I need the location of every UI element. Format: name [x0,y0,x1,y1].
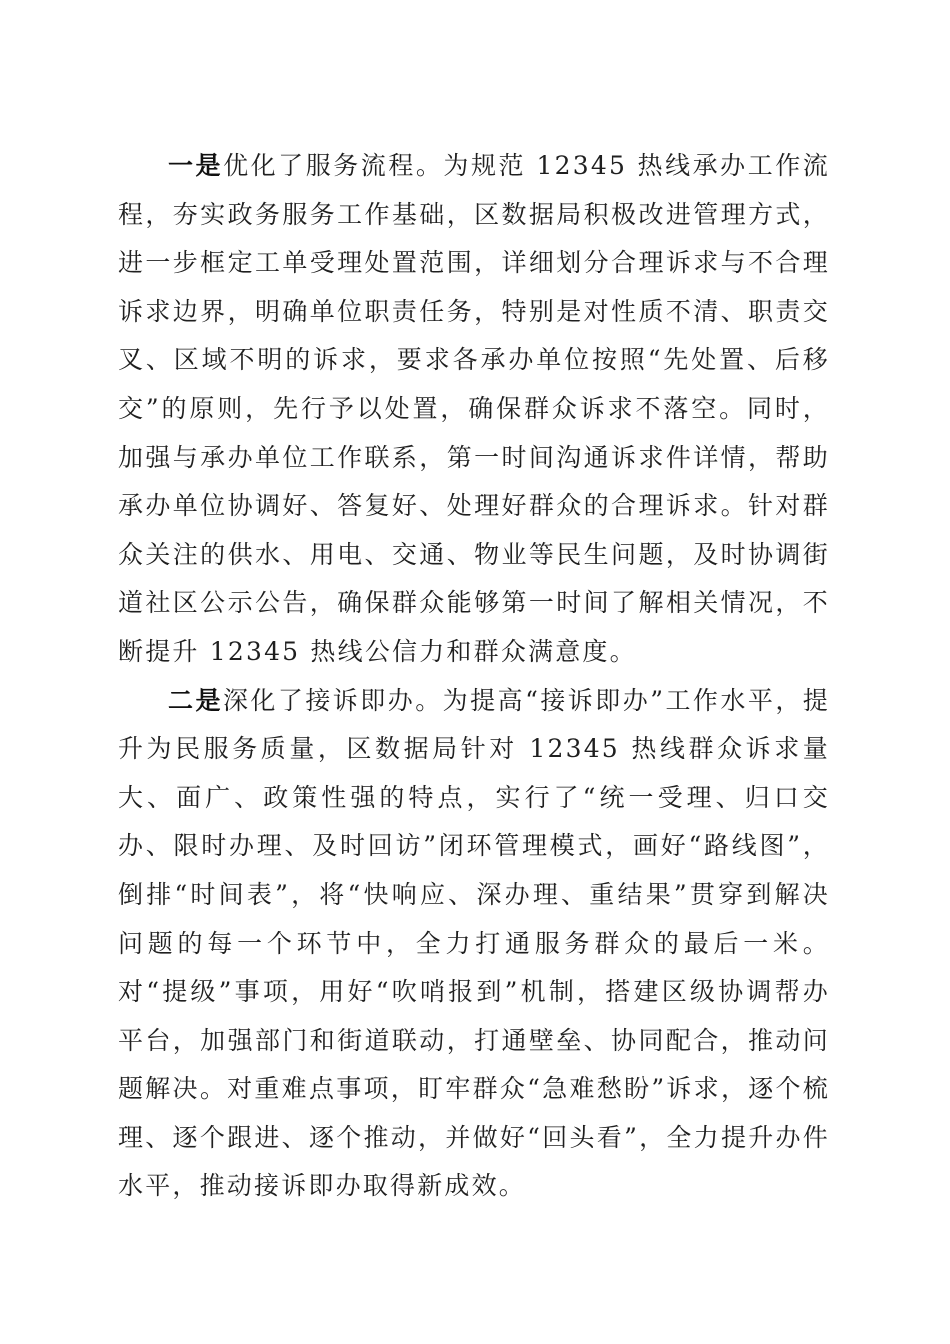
paragraph-text: 优化了服务流程。为规范 12345 热线承办工作流程，夯实政务服务工作基础，区数据局积极改进管理方式，进一步框定工单受理处置范围，详细划分合理诉求与不合理诉求边界，明确单位职责任务，特别是对性质不清、职责交叉、区域不明的诉求，要求各承办单位按照“先处置、后移交”的原则，先行予以处置，确保群众诉求不落空。同时，加强与承办单位工作联系，第一时间沟通诉求件详情，帮助承办单位协调好、答复好、处理好群众的合理诉求。针对群众关注的供水、用电、交通、物业等民生问题，及时协调街道社区公示公告，确保群众能够第一时间了解相关情况，不断提升 12345 热线公信力和群众满意度。 [118,151,830,666]
paragraph-deepen-complaint-handling [118,677,830,1212]
document-body [118,142,830,1211]
paragraph-lead: 一是 [168,151,224,180]
paragraph-text: 深化了接诉即办。为提高“接诉即办”工作水平，提升为民服务质量，区数据局针对 12345 热线群众诉求量大、面广、政策性强的特点，实行了“统一受理、归口交办、限时办理、及时回访”闭环管理模式，画好“路线图”，倒排“时间表”，将“快响应、深办理、重结果”贯穿到解决问题的每一个环节中，全力打通服务群众的最后一米。对“提级”事项，用好“吹哨报到”机制，搭建区级协调帮办平台，加强部门和街道联动，打通壁垒、协同配合，推动问题解决。对重难点事项，盯牢群众“急难愁盼”诉求，逐个梳理、逐个跟进、逐个推动，并做好“回头看”，全力提升办件水平，推动接诉即办取得新成效。 [118,685,830,1201]
paragraph-lead: 二是 [168,685,223,715]
paragraph-optimize-service-process [118,142,830,677]
